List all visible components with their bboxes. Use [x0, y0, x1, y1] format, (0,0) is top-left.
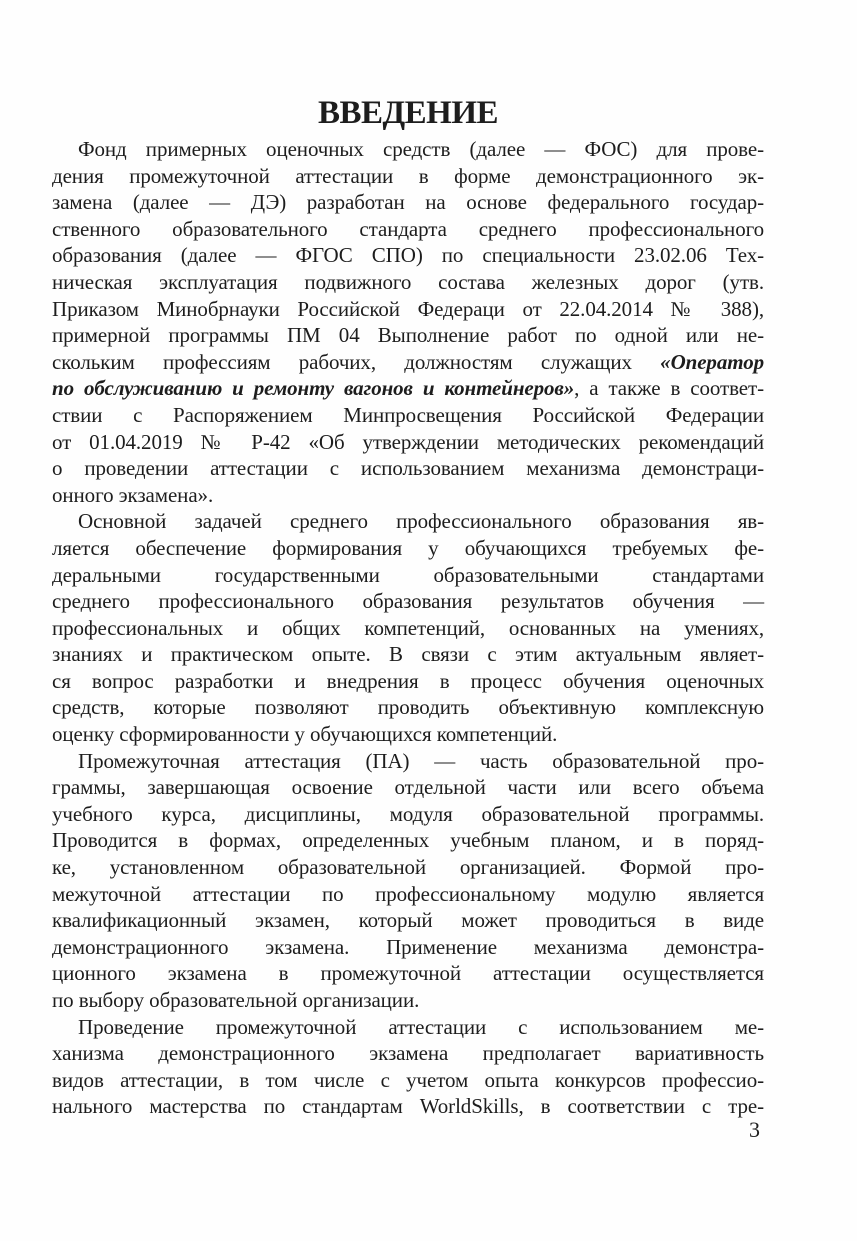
text-segment: скольким профессиям рабочих, должностям служащих — [52, 349, 632, 374]
text-line: Фонд примерных оценочных средств (далее — ФОС) для прове- — [78, 137, 764, 161]
text-line: оценку сформированности у обучающихся компетенций. — [52, 722, 558, 747]
text-line: замена (далее — ДЭ) разработан на основе федерального государ- — [52, 190, 764, 215]
text-line: Проведение промежуточной аттестации с использованием ме- — [78, 1014, 764, 1039]
paragraph — [52, 748, 764, 1014]
text-line: по выбору образовательной организации. — [52, 988, 420, 1012]
body-text — [52, 136, 764, 1120]
paragraph — [52, 1014, 764, 1120]
text-line: Проводится в формах, определенных учебным планом, и в поряд- — [52, 828, 764, 853]
text-line: нального мастерства по стандартам WorldSkills, в соответствии с тре- — [52, 1094, 764, 1119]
text-line: Промежуточная аттестация (ПА) — часть образовательной про- — [78, 748, 764, 773]
text-line: ляется обеспечение формирования у обучающихся требуемых фе- — [52, 535, 764, 560]
text-line: Основной задачей среднего профессионального образования яв- — [78, 509, 764, 534]
text-line: среднего профессионального образования результатов обучения — — [52, 589, 764, 614]
text-line: учебного курса, дисциплины, модуля образовательной программы. — [52, 801, 764, 826]
text-line: ствии с Распоряжением Минпросвещения Российской Федерации — [52, 402, 764, 427]
text-line — [52, 375, 764, 402]
text-line: ся вопрос разработки и внедрения в процесс обучения оценочных — [52, 668, 764, 693]
text-line: ке, установленном образовательной организацией. Формой про- — [52, 855, 764, 880]
text-line: примерной программы ПМ 04 Выполнение работ по одной или не- — [52, 323, 764, 348]
text-segment-italic: по обслуживанию и ремонту вагонов и контейнеров» — [52, 376, 575, 401]
paragraph — [52, 508, 764, 747]
text-line: ционного экзамена в промежуточной аттестации осуществляется — [52, 961, 764, 986]
text-segment-italic: «Оператор — [660, 349, 764, 374]
text-line: от 01.04.2019 № Р-42 «Об утверждении методических рекомендаций — [52, 429, 764, 454]
text-line: средств, которые позволяют проводить объективную комплексную — [52, 695, 764, 720]
paragraph — [52, 136, 764, 508]
text-line: образования (далее — ФГОС СПО) по специальности 23.02.06 Тех- — [52, 243, 764, 268]
text-line: дения промежуточной аттестации в форме демонстрационного эк- — [52, 163, 764, 188]
text-line: Приказом Минобрнауки Российской Федераци от 22.04.2014 № 388), — [52, 296, 764, 321]
text-line: демонстрационного экзамена. Применение механизма демонстра- — [52, 934, 764, 959]
text-line: квалификационный экзамен, который может проводиться в виде — [52, 908, 764, 933]
text-line: ханизма демонстрационного экзамена предполагает вариативность — [52, 1041, 764, 1066]
text-line: межуточной аттестации по профессиональному модулю является — [52, 881, 764, 906]
text-line: деральными государственными образовательными стандартами — [52, 562, 764, 587]
page-title: ВВЕДЕНИЕ — [317, 95, 499, 131]
text-line: профессиональных и общих компетенций, основанных на умениях, — [52, 615, 764, 640]
text-line — [52, 349, 764, 376]
text-line: видов аттестации, в том числе с учетом опыта конкурсов профессио- — [52, 1067, 764, 1092]
text-line: знаниях и практическом опыте. В связи с этим актуальным являет- — [52, 642, 764, 667]
text-line: о проведении аттестации с использованием механизма демонстраци- — [52, 456, 764, 481]
page-number: 3 — [749, 1117, 760, 1142]
text-line: ственного образовательного стандарта среднего профессионального — [52, 216, 764, 241]
text-line: ническая эксплуатация подвижного состава железных дорог (утв. — [52, 269, 764, 294]
text-segment: , а также в соответ- — [574, 376, 764, 401]
text-line: граммы, завершающая освоение отдельной части или всего объема — [52, 775, 764, 800]
text-line: онного экзамена». — [52, 482, 214, 507]
